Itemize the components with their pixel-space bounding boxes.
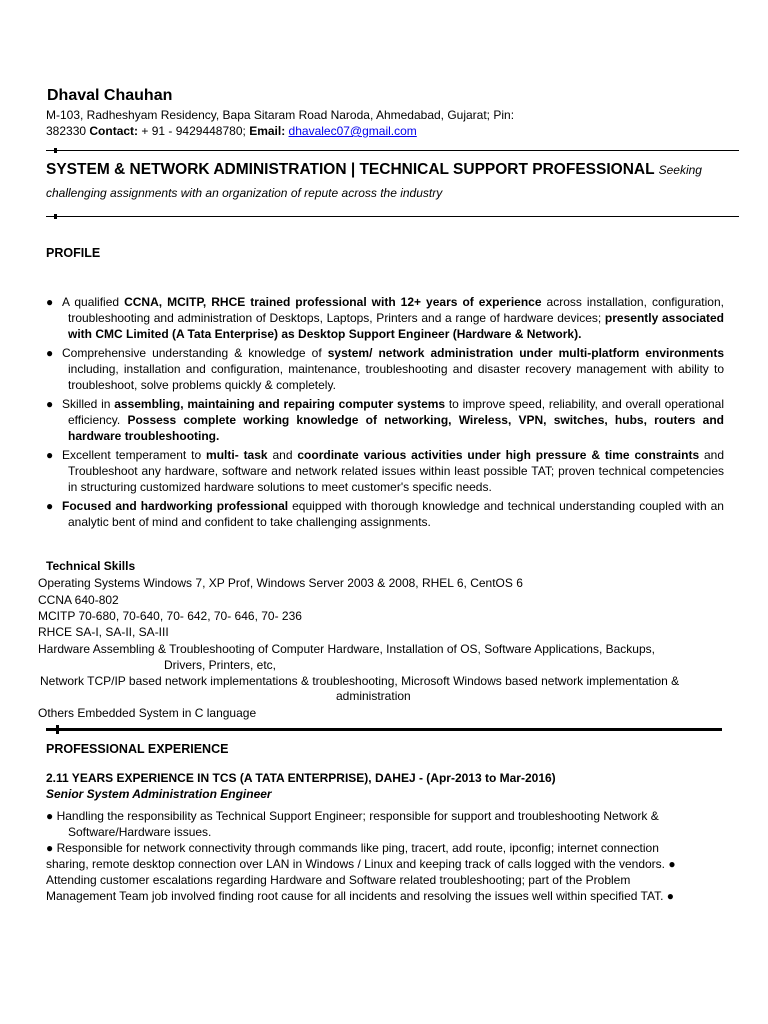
experience-line: ● Handling the responsibility as Technical Support Engineer; responsible for support and troubleshooting Network & xyxy=(46,809,659,823)
skill-hardware: Hardware Assembling & Troubleshooting of Computer Hardware, Installation of OS, Software Applications, Backups, xyxy=(38,642,655,656)
divider-top xyxy=(46,150,739,151)
headline-subtitle-start: Seeking xyxy=(658,163,702,177)
headline xyxy=(46,160,740,180)
skill-os: Operating Systems Windows 7, XP Prof, Windows Server 2003 & 2008, RHEL 6, CentOS 6 xyxy=(38,576,523,590)
profile-bullet-5: ● Focused and hardworking professional equipped with thorough knowledge and technical understanding coupled with an analytic bent of mind and confident to take challenging assignments. xyxy=(46,499,724,529)
experience-heading: 2.11 YEARS EXPERIENCE IN TCS (A TATA ENTERPRISE), DAHEJ - (Apr-2013 to Mar-2016) xyxy=(46,771,556,785)
email-link[interactable]: dhavalec07@gmail.com xyxy=(288,124,417,138)
experience-line: sharing, remote desktop connection over LAN in Windows / Linux and keeping track of calls logged with the vendors. ● xyxy=(46,857,676,871)
skill-network-cont: administration xyxy=(336,689,411,703)
divider-tick xyxy=(56,725,59,734)
skill-network: Network TCP/IP based network implementations & troubleshooting, Microsoft Windows based network implementation & xyxy=(40,674,680,688)
profile-title: PROFILE xyxy=(46,246,101,260)
divider-headline xyxy=(46,216,739,217)
skill-ccna: CCNA 640-802 xyxy=(38,593,119,607)
profile-bullets xyxy=(46,294,724,533)
headline-subtitle: challenging assignments with an organization of repute across the industry xyxy=(46,186,443,200)
divider-experience xyxy=(46,728,722,731)
profile-bullet-3: ● Skilled in assembling, maintaining and repairing computer systems to improve speed, reliability, and overall operational efficiency. Possess complete working knowledge of networking, Wireless, VPN, switches, hubs, routers and hardware troubleshooting. xyxy=(46,397,724,443)
profile-bullet-4: ● Excellent temperament to multi- task and coordinate various activities under high pressure & time constraints and Troubleshoot any hardware, software and network related issues within least possible TAT; proven technical competencies in structuring customized hardware solutions to meet customer's specific needs. xyxy=(46,448,725,494)
skill-hardware-cont: Drivers, Printers, etc, xyxy=(164,658,277,672)
experience-line: Management Team job involved finding root cause for all incidents and resolving the issues well within specified TAT. ● xyxy=(46,889,675,903)
experience-role: Senior System Administration Engineer xyxy=(46,787,272,801)
profile-bullet-2: ● Comprehensive understanding & knowledge of system/ network administration under multi-platform environments including, installation and configuration, maintenance, troubleshooting and disaster recovery management with ability to troubleshoot, solve problems quickly & completely. xyxy=(46,346,724,392)
pin-code: 382330 xyxy=(46,124,87,138)
contact-label: Contact: xyxy=(89,124,139,138)
skill-embedded: Others Embedded System in C language xyxy=(38,706,257,720)
experience-title: PROFESSIONAL EXPERIENCE xyxy=(46,742,229,756)
address-line: M-103, Radheshyam Residency, Bapa Sitaram Road Naroda, Ahmedabad, Gujarat; Pin: xyxy=(46,108,515,122)
experience-line: Software/Hardware issues. xyxy=(68,825,212,839)
experience-details xyxy=(46,808,736,904)
headline-title: SYSTEM & NETWORK ADMINISTRATION | TECHNICAL SUPPORT PROFESSIONAL xyxy=(46,161,655,178)
skill-rhce: RHCE SA-I, SA-II, SA-III xyxy=(38,625,169,639)
candidate-name: Dhaval Chauhan xyxy=(47,87,173,104)
contact-line xyxy=(46,123,417,139)
divider-tick xyxy=(54,148,57,153)
bullet-dot: ● xyxy=(46,397,54,411)
experience-line: ● Responsible for network connectivity through commands like ping, tracert, add route, ipconfig; internet connection xyxy=(46,841,659,855)
bullet-dot: ● xyxy=(46,295,54,309)
experience-line: Attending customer escalations regarding Hardware and Software related troubleshooting; part of the Problem xyxy=(46,873,631,887)
skills-title: Technical Skills xyxy=(46,559,136,573)
bullet-dot: ● xyxy=(46,499,54,513)
bullet-dot: ● xyxy=(46,448,54,462)
profile-bullet-1: ● A qualified CCNA, MCITP, RHCE trained professional with 12+ years of experience across installation, configuration, troubleshooting and administration of Desktops, Laptops, Printers and a range of hardware devices; presently associated with CMC Limited (A Tata Enterprise) as Desktop Support Engineer (Hardware & Network). xyxy=(46,295,724,341)
divider-tick xyxy=(54,214,57,219)
phone-number: + 91 - 9429448780; xyxy=(141,124,246,138)
skill-mcitp: MCITP 70-680, 70-640, 70- 642, 70- 646, 70- 236 xyxy=(38,609,302,623)
bullet-dot: ● xyxy=(46,346,54,360)
email-label: Email: xyxy=(249,124,286,138)
